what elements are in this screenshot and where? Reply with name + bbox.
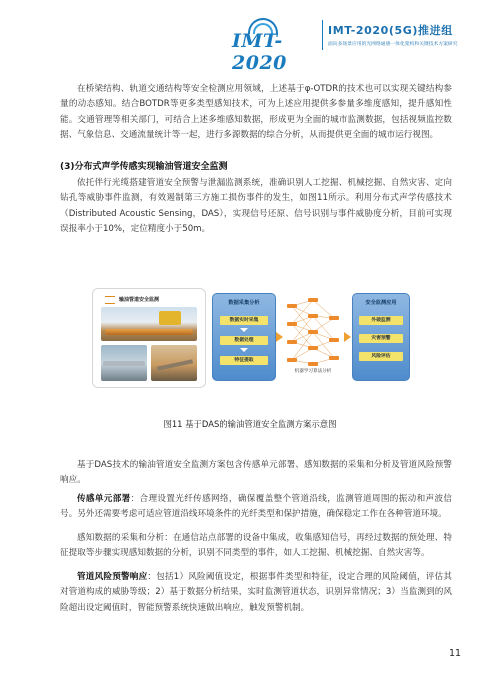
paragraph-bridge-monitoring: 在桥梁结构、轨道交通结构等安全检测应用领域，上述基于φ-OTDR的技术也可以实现关键结构参量的动态感知。结合BOTDR等更多类型感知技术，可为上述应用提供多参量多维度感知，提升感知性能。交通管理等相关部门，可结合上述多维感知数据，形成更为全面的城市监测数据，包括视频监控数据、气象信息、交通流量统计等一起，进行多源数据的综合分析，从而提供更全面的城市运行视图。: [60, 84, 452, 140]
risk-response-text: ：包括1）风险阈值设定，根据事件类型和特征，设定合理的风险阈值，评估其对管道构成的威胁等级；2）基于数据分析结果，实时监测管道状态，识别异常情况；3）当监测到的风险超出设定阈值时，智能预警系统快速做出响应，触发预警机制。: [60, 572, 452, 613]
down-arrow-icon: [240, 348, 248, 352]
result-title: 安全监测应用: [365, 300, 397, 306]
paragraph-data-analysis: 感知数据的采集和分析：在通信站点部署的设备中集成，收集感知信号，再经过数据的预处理、特征提取等步骤实现感知数据的分析，识别不同类型的事件，如人工挖掘、机械挖掘、自然灾害等。: [60, 533, 452, 559]
pipeline-excavation-image: [101, 307, 197, 341]
header-subtitle: 面向多场景应用的光网络通感一体化架构和关键技术方案研究: [328, 42, 458, 47]
sensor-deployment-text: ：合理设置光纤传感网络，确保覆盖整个管道沿线，监测管道周围的振动和声波信号。另外还需要考虑可适应管道沿线环境条件的光纤类型和保护措施，确保稳定工作在各种管道环境。: [60, 494, 452, 520]
figure-caption: 图11 基于DAS的输油管道安全监测方案示意图: [163, 419, 337, 429]
down-arrow-icon: [240, 328, 248, 332]
result-item-risk: 风险评估: [359, 352, 403, 361]
result-item-damage: 外破监测: [359, 316, 403, 325]
analysis-title: 数据采集分析: [228, 300, 260, 306]
page-number: 11: [449, 648, 462, 659]
paragraph-das-intro: 依托伴行光缆搭建管道安全预警与泄漏监测系统，准确识别人工挖掘、机械挖掘、自然灾害、定向钻孔等威胁事件监测，有效遏制第三方施工损伤事件的发生，如图11所示。利用分布式声学传感技术（Distributed Acoustic Sensing，DAS），实现信号还原、信号识别与事件威胁度分析，目前可实现误报率小于10%，定位精度小于50m。: [60, 178, 452, 234]
right-arrow-icon: [344, 332, 351, 342]
data-analysis-box: [212, 293, 276, 381]
paragraph-sensor-deployment: [60, 492, 452, 523]
page-header: [0, 0, 500, 74]
header-divider: [322, 20, 323, 50]
pipeline-overhead-image: [101, 345, 147, 381]
imt2020-logo: [232, 18, 324, 74]
section-heading-das: (3)分布式声学传感实现输油管道安全监测: [60, 162, 228, 172]
analysis-item-collect: 数据实时采集: [220, 316, 268, 325]
pipe-shape: [105, 329, 193, 335]
term-risk-response: 管道风险预警响应: [77, 572, 148, 582]
term-sensor-deployment: 传感单元部署: [77, 494, 131, 504]
safety-application-box: [352, 293, 410, 381]
ml-algorithm-label: 机器学习算法分析: [294, 369, 332, 374]
logo-text: IMT-2020: [232, 30, 287, 74]
paragraph-das-scheme: 基于DAS技术的输油管道安全监测方案包含传感单元部署、感知数据的采集和分析及管道风险预警响应。: [60, 460, 452, 486]
analysis-item-process: 数据处理: [220, 336, 268, 345]
figure-11-diagram: [92, 288, 402, 386]
pipe-shape: [103, 361, 145, 366]
neural-network-icon: [284, 294, 342, 372]
pipeline-photo-panel: [92, 288, 206, 388]
paragraph-risk-response: [60, 570, 452, 616]
result-item-disaster: 灾害预警: [359, 334, 403, 343]
right-arrow-icon: [276, 332, 283, 342]
analysis-item-feature: 特征提取: [220, 356, 268, 365]
header-title: IMT-2020(5G)推进组: [328, 24, 453, 37]
photo-panel-title: 输油管道安全监测: [119, 297, 160, 303]
pipeline-desert-image: [151, 345, 197, 381]
excavator-shape: [159, 311, 181, 325]
pipe-shape: [157, 359, 193, 370]
title-mark-icon: [105, 296, 115, 304]
